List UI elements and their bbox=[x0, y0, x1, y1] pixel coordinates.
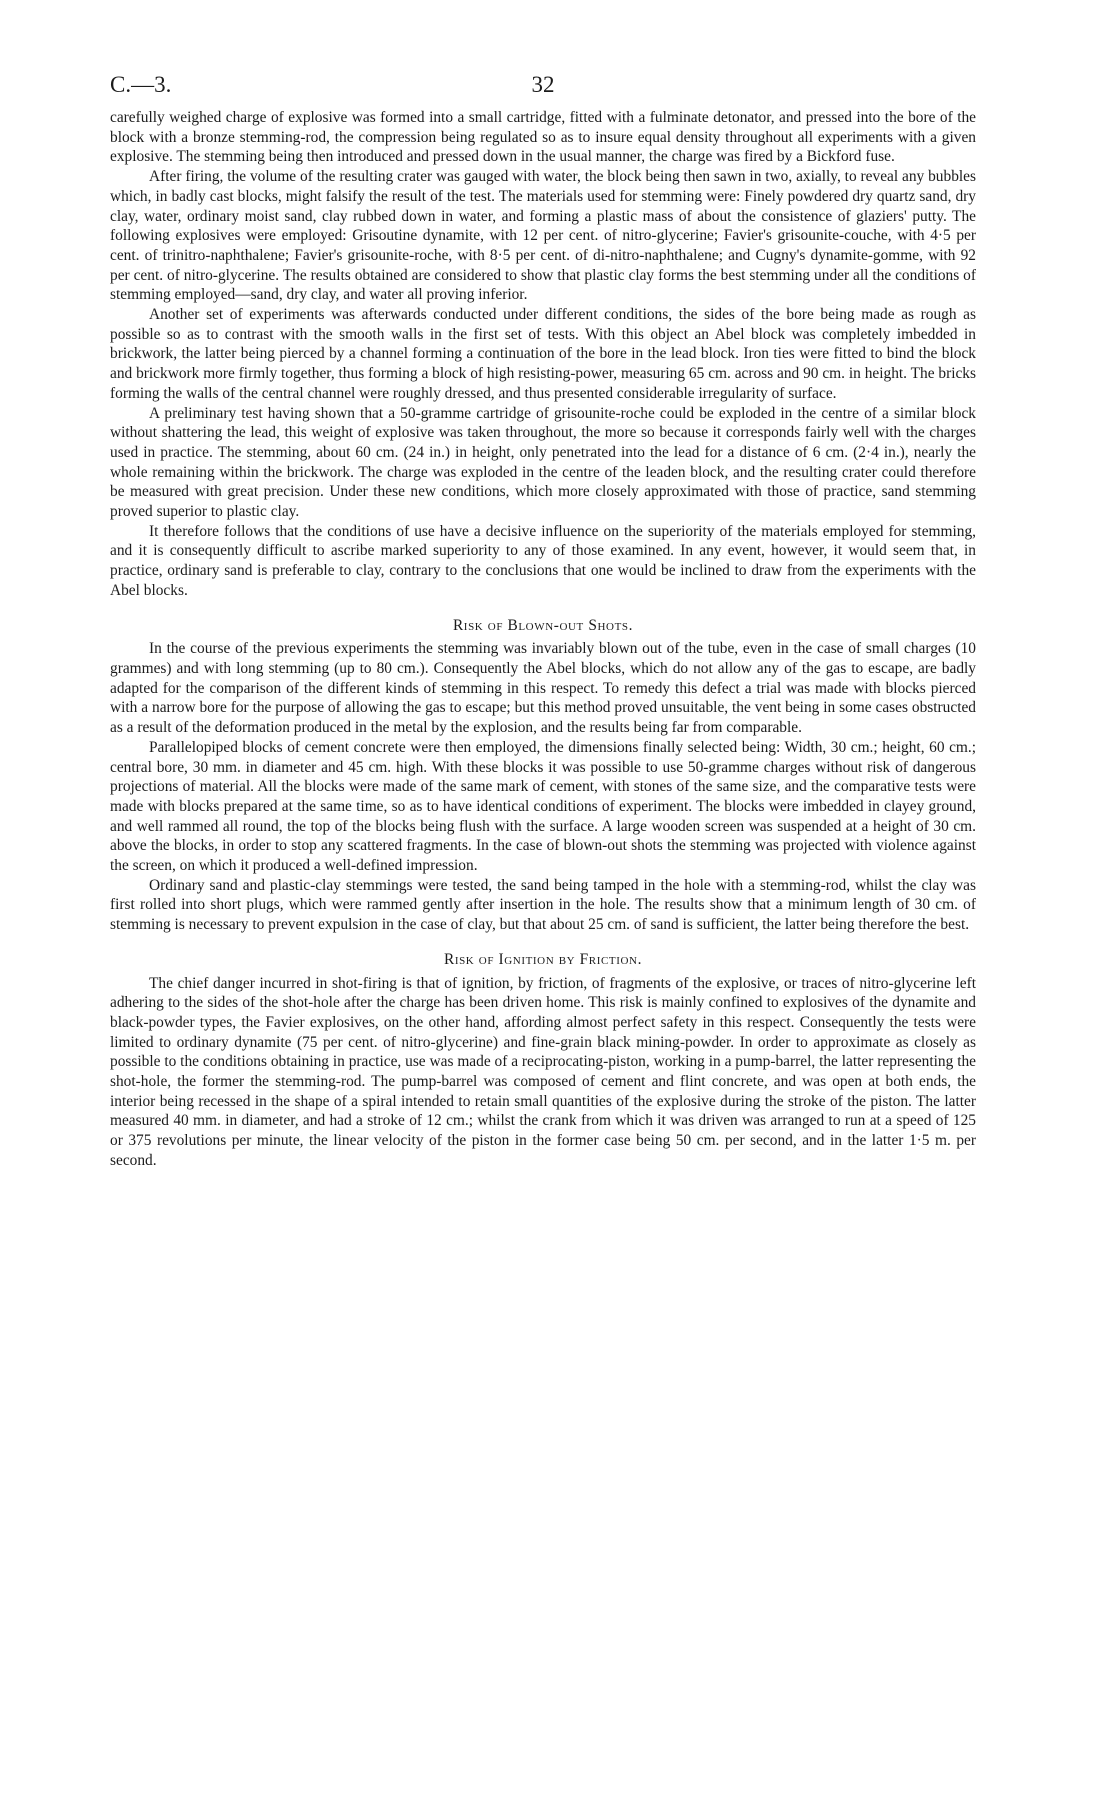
running-head bbox=[110, 72, 976, 108]
paragraph: The chief danger incurred in shot-firing is that of ignition, by friction, of fragments of the explosive, or traces of nitro-glycerine left adhering to the sides of the shot-hole after the charge has been driven home. This risk is mainly confined to explosives of the dynamite and black-powder types, the Favier explosives, on the other hand, affording almost perfect safety in this respect. Consequently the tests were limited to ordinary dynamite (75 per cent. of nitro-glycerine) and fine-grain black mining-powder. In order to approximate as closely as possible to the conditions obtaining in practice, use was made of a reciprocating-piston, working in a pump-barrel, the latter representing the shot-hole, the former the stemming-rod. The pump-barrel was composed of cement and flint concrete, and was open at both ends, the interior being recessed in the shape of a spiral intended to retain small quantities of the explosive during the stroke of the piston. The latter measured 40 mm. in diameter, and had a stroke of 12 cm.; whilst the crank from which it was driven was arranged to run at a speed of 125 or 375 revolutions per minute, the linear velocity of the piston in the former case being 50 cm. per second, and in the latter 1·5 m. per second. bbox=[110, 974, 976, 1169]
paragraph: Another set of experiments was afterwards conducted under different conditions, the sides of the bore being made as rough as possible so as to contrast with the smooth walls in the first set of tests. With this object an Abel block was completely imbedded in brickwork, the latter being pierced by a channel forming a continuation of the bore in the lead block. Iron ties were fitted to bind the block and brickwork more firmly together, thus forming a block of high resisting-power, measuring 65 cm. across and 90 cm. in height. The bricks forming the walls of the central channel were roughly dressed, and thus presented considerable irregularity of surface. bbox=[110, 306, 976, 402]
paragraph: In the course of the previous experiments the stemming was invariably blown out of the tube, even in the case of small charges (10 grammes) and with long stemming (up to 80 cm.). Consequently the Abel blocks, which do not allow any of the gas to escape, are badly adapted for the comparison of the different kinds of stemming in this respect. To remedy this defect a trial was made with blocks pierced with a narrow bore for the purpose of allowing the gas to escape; but this method proved unsuitable, the vent being in some cases obstructed as a result of the deformation produced in the metal by the explosion, and the results being far from comparable. bbox=[110, 640, 976, 737]
page-number: 32 bbox=[531, 72, 555, 97]
section-heading-blown-out-shots: Risk of Blown-out Shots. bbox=[452, 616, 634, 634]
section-heading-ignition-by-friction: Risk of Ignition by Friction. bbox=[443, 950, 643, 968]
paragraph: It therefore follows that the conditions of use have a decisive influence on the superiority of the materials employed for stemming, and it is consequently difficult to ascribe marked superiority to any of those examined. In any event, however, it would seem that, in practice, ordinary sand is preferable to clay, contrary to the conclusions that one would be inclined to draw from the experiments with the Abel blocks. bbox=[110, 522, 976, 599]
paragraph-continued: carefully weighed charge of explosive was formed into a small cartridge, fitted with a fulminate detonator, and pressed into the bore of the block with a bronze stemming-rod, the compression being regulated so as to insure equal density throughout all experiments with a given explosive. The stemming being then introduced and pressed down in the usual manner, the charge was fired by a Bickford fuse. bbox=[110, 109, 976, 166]
paragraph: Ordinary sand and plastic-clay stemmings were tested, the sand being tamped in the hole with a stemming-rod, whilst the clay was first rolled into short plugs, which were rammed gently after insertion in the hole. The results show that a minimum length of 30 cm. of stemming is necessary to prevent expulsion in the case of clay, but that about 25 cm. of sand is sufficient, the latter being therefore the best. bbox=[110, 876, 976, 934]
paper-reference: C.—3. bbox=[110, 72, 172, 97]
paragraph: Parallelopiped blocks of cement concrete were then employed, the dimensions finally selected being: Width, 30 cm.; height, 60 cm.; central bore, 30 mm. in diameter and 45 cm. high. With these blocks it was possible to use 50-gramme charges without risk of dangerous projections of material. All the blocks were made of the same mark of cement, with stones of the same size, and the comparative tests were made with blocks prepared at the same time, so as to have identical conditions of experiment. The blocks were imbedded in clayey ground, and well rammed all round, the top of the blocks being flush with the surface. A large wooden screen was suspended at a height of 30 cm. above the blocks, in order to stop any scattered fragments. In the case of blown-out shots the stemming was projected with violence against the screen, on which it produced a well-defined impression. bbox=[110, 738, 976, 875]
body-text bbox=[110, 108, 976, 1171]
paragraph: A preliminary test having shown that a 50-gramme cartridge of grisounite-roche could be exploded in the centre of a similar block without shattering the lead, this weight of explosive was taken throughout, the more so because it corresponds fairly well with the charges used in practice. The stemming, about 60 cm. (24 in.) in height, only penetrated into the lead for a distance of 6 cm. (2·4 in.), nearly the whole remaining within the brickwork. The charge was exploded in the centre of the leaden block, and the resulting crater could therefore be measured with great precision. Under these new conditions, which more closely approximated with those of practice, sand stemming proved superior to plastic clay. bbox=[110, 404, 976, 521]
paragraph: After firing, the volume of the resulting crater was gauged with water, the block being then sawn in two, axially, to reveal any bubbles which, in badly cast blocks, might falsify the result of the test. The materials used for stemming were: Finely powdered dry quartz sand, dry clay, water, ordinary moist sand, clay rubbed down in water, and forming a plastic mass of about the consistence of glaziers' putty. The following explosives were employed: Grisoutine dynamite, with 12 per cent. of nitro-glycerine; Favier's grisounite-couche, with 4·5 per cent. of trinitro-naphthalene; Favier's grisounite-roche, with 8·5 per cent. of di-nitro-naphthalene; and Cugny's dynamite-gomme, with 92 per cent. of nitro-glycerine. The results obtained are considered to show that plastic clay forms the best stemming under all the conditions of stemming employed—sand, dry clay, and water all proving inferior. bbox=[110, 168, 976, 304]
